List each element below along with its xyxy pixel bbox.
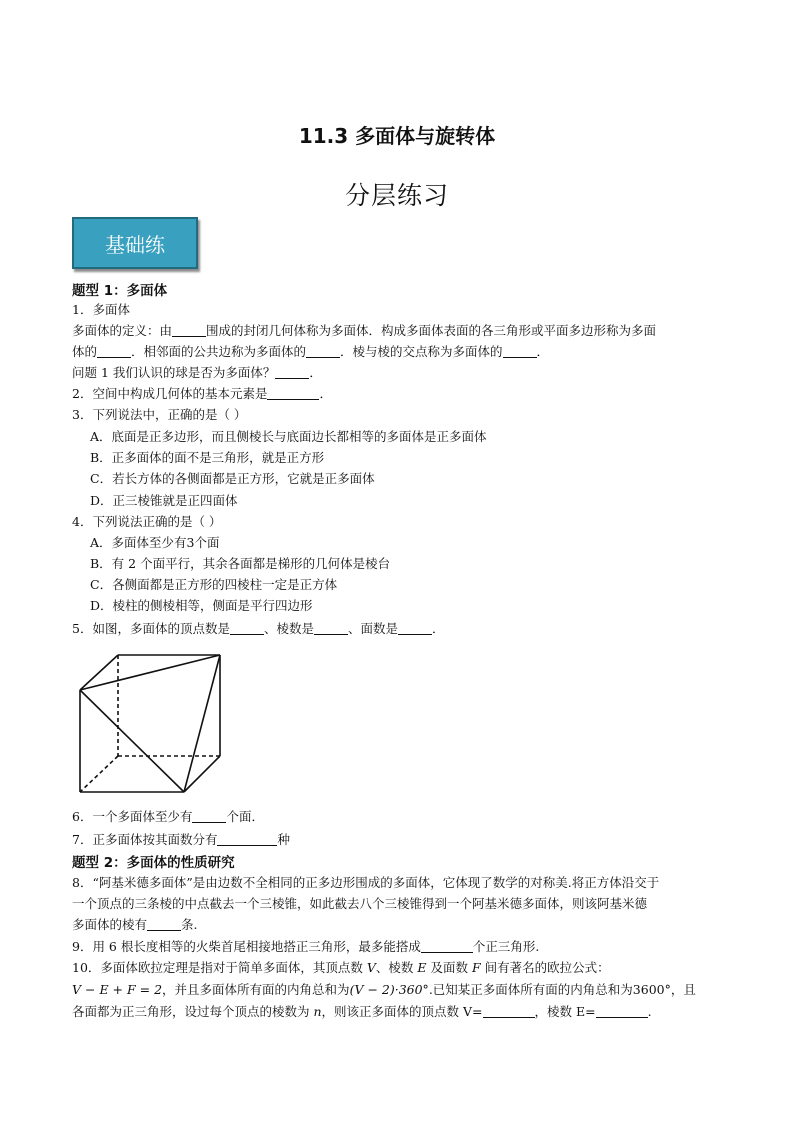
q8-text: 多面体的棱有 [72,917,148,932]
q10-blank-vertices[interactable] [483,1003,535,1018]
q10-text-f: .已知某正多面体所有面的内角总和为 [428,982,633,997]
q9-end: 个正三角形. [472,939,540,954]
q10-line2 [72,979,732,1000]
page-subtitle: 分层练习 [344,181,449,210]
q5-text-d: ． [432,621,445,636]
q4-stem: 4．下列说法正确的是（ ） [72,514,222,529]
q1-heading: 1．多面体 [72,302,130,317]
q9-text: 9．用 6 根长度相等的火柴首尾相接地搭正三角形，最多能搭成 [72,939,421,954]
q7-line [72,829,732,850]
q5-text-c: 、面数是 [347,621,398,636]
q10-text-g: ，且 [670,982,696,997]
q10-text-c: 及面数 [426,960,472,975]
q5-blank-edges[interactable] [314,620,348,635]
q10-var-v: V [366,960,376,975]
q5-line [72,618,732,639]
q8-blank[interactable] [147,916,181,931]
q10-line3 [72,1001,732,1022]
q9-line [72,936,732,957]
q10-text-h: 各面都为正三角形，设过每个顶点的棱数为 [72,1004,314,1019]
q10-text-j: ，棱数 E= [534,1004,596,1019]
q10-var-n: n [313,1004,322,1019]
q6-line [72,806,732,827]
q1-text-c: 体的 [72,344,98,359]
q10-text-e: ，并且多面体所有面的内角总和为 [162,982,350,997]
q8-line2: 一个顶点的三条棱的中点截去一个三棱锥，如此截去八个三棱锥得到一个阿基米德多面体，则该阿基米德 [72,896,648,911]
q4-option-b[interactable]: B．有 2 个面平行，其余各面都是梯形的几何体是棱台 [90,556,391,571]
q4-option-c[interactable]: C．各侧面都是正方形的四棱柱一定是正方体 [90,577,338,592]
q3-option-a[interactable]: A．底面是正多边形，而且侧棱长与底面边长都相等的多面体是正多面体 [90,429,487,444]
q1-ask-end: ． [309,365,322,380]
q7-blank[interactable] [217,831,277,846]
q10-text-d: 间有著名的欧拉公式： [480,960,610,975]
q2-text: 2．空间中构成几何体的基本元素是 [72,386,268,401]
page-title: 11.3 多面体与旋转体 [298,124,496,148]
section-heading-1: 题型 1：多面体 [72,283,168,299]
q1-blank-5[interactable] [275,364,309,379]
q10-line1 [72,957,732,978]
q7-end: 种 [277,832,290,847]
q10-text-a: 10．多面体欧拉定理是指对于简单多面体，其顶点数 [72,960,367,975]
q4-option-d[interactable]: D．棱柱的侧棱相等，侧面是平行四边形 [90,598,313,613]
q8-line1: 8．“阿基米德多面体”是由边数不全相同的正多边形围成的多面体，它体现了数学的对称美.将正方体沿交于 [72,875,660,890]
q6-blank[interactable] [192,808,226,823]
q1-blank-2[interactable] [97,343,131,358]
edge-diagonal-top [80,655,220,690]
q3-option-d[interactable]: D．正三棱锥就是正四面体 [90,493,238,508]
q10-end: . [647,1004,652,1019]
q5-text-b: 、棱数是 [263,621,314,636]
q1-text-e: ．棱与棱的交点称为多面体的 [340,344,503,359]
q1-text-f: ． [536,344,550,359]
q3-option-c[interactable]: C．若长方体的各侧面都是正方形，它就是正多面体 [90,471,375,486]
q1-blank-4[interactable] [503,343,537,358]
q10-euler-formula: V − E + F = 2 [72,982,163,997]
q5-blank-faces[interactable] [398,620,432,635]
q10-text-b: 、棱数 [375,960,418,975]
q10-var-f: F [471,960,481,975]
q1-text-a: 多面体的定义：由 [72,323,173,338]
section-heading-2: 题型 2：多面体的性质研究 [72,855,235,871]
q9-blank[interactable] [421,938,473,953]
hidden-edge-bottom-left [80,756,118,792]
q10-blank-edges[interactable] [596,1003,648,1018]
q10-angle-formula: (V − 2)·360° [349,982,429,997]
q3-stem: 3．下列说法中，正确的是（ ） [72,407,247,422]
q10-text-i: ，则该正多面体的顶点数 V= [321,1004,483,1019]
q2-end: ． [319,386,332,401]
polyhedron-figure [76,651,226,797]
q1-text-d: ．相邻面的公共边称为多面体的 [131,344,307,359]
q2-line [72,383,732,404]
q6-text: 6．一个多面体至少有 [72,809,193,824]
edge-diagonal-right [184,655,220,792]
q1-blank-3[interactable] [306,343,340,358]
q1-definition-line2 [72,341,732,362]
q8-line3 [72,914,732,935]
q5-blank-vertices[interactable] [230,620,264,635]
q7-text: 7．正多面体按其面数分有 [72,832,218,847]
level-badge: 基础练 [72,217,198,269]
q3-option-b[interactable]: B．正多面体的面不是三角形，就是正方形 [90,450,325,465]
q10-angle-total: 3600° [632,982,671,997]
q5-text-a: 5．如图，多面体的顶点数是 [72,621,230,636]
q10-var-e: E [417,960,427,975]
q1-blank-1[interactable] [172,322,206,337]
q1-definition-line1 [72,320,732,341]
q6-end: 个面． [226,809,264,824]
q4-option-a[interactable]: A．多面体至少有3个面 [90,535,220,550]
q1-ask-text: 问题 1 我们认识的球是否为多面体？ [72,365,276,380]
q1-question-line [72,362,732,383]
q1-text-b: 围成的封闭几何体称为多面体．构成多面体表面的各三角形或平面多边形称为多面 [206,323,657,338]
q8-end: 条. [181,917,198,932]
q2-blank[interactable] [267,385,319,400]
